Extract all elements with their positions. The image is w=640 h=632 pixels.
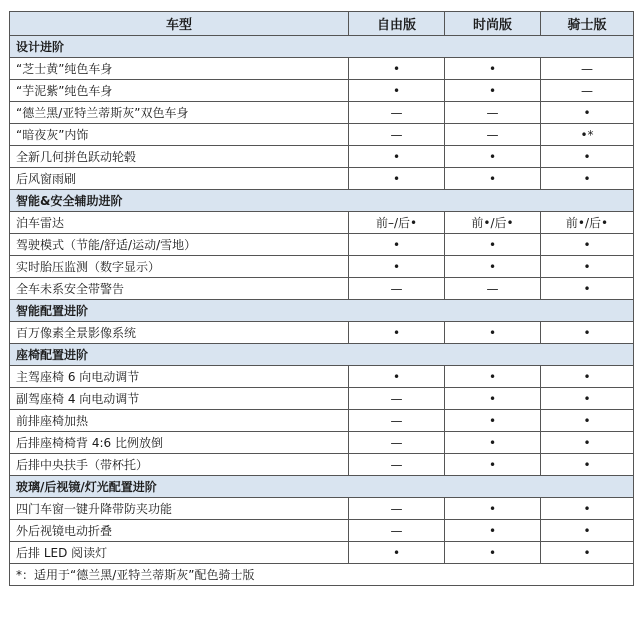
availability-cell: • bbox=[445, 234, 541, 256]
feature-label: 后排 LED 阅读灯 bbox=[10, 542, 349, 564]
section-title: 座椅配置进阶 bbox=[10, 344, 634, 366]
table-row bbox=[10, 212, 634, 234]
header-trim-freedom: 自由版 bbox=[349, 12, 445, 36]
availability-cell: • bbox=[541, 454, 634, 476]
table-row bbox=[10, 432, 634, 454]
table-row bbox=[10, 388, 634, 410]
availability-cell: • bbox=[445, 410, 541, 432]
table-row bbox=[10, 410, 634, 432]
availability-cell: • bbox=[445, 58, 541, 80]
feature-label: “德兰黑/亚特兰蒂斯灰”双色车身 bbox=[10, 102, 349, 124]
availability-cell: • bbox=[445, 256, 541, 278]
feature-label: 百万像素全景影像系统 bbox=[10, 322, 349, 344]
availability-cell: — bbox=[349, 520, 445, 542]
header-trim-fashion: 时尚版 bbox=[445, 12, 541, 36]
availability-cell: • bbox=[445, 432, 541, 454]
feature-label: 驾驶模式（节能/舒适/运动/雪地） bbox=[10, 234, 349, 256]
table-row bbox=[10, 322, 634, 344]
availability-cell: • bbox=[445, 146, 541, 168]
availability-cell: • bbox=[349, 168, 445, 190]
table-row bbox=[10, 102, 634, 124]
availability-cell: • bbox=[349, 256, 445, 278]
availability-cell: — bbox=[349, 454, 445, 476]
table-row bbox=[10, 168, 634, 190]
availability-cell: • bbox=[349, 234, 445, 256]
table-body bbox=[10, 36, 634, 586]
availability-cell: — bbox=[541, 58, 634, 80]
feature-label: “芝士黄”纯色车身 bbox=[10, 58, 349, 80]
availability-cell: • bbox=[541, 234, 634, 256]
availability-cell: — bbox=[445, 278, 541, 300]
availability-cell: • bbox=[349, 58, 445, 80]
availability-cell: • bbox=[541, 388, 634, 410]
availability-cell: — bbox=[445, 124, 541, 146]
table-row bbox=[10, 498, 634, 520]
table-row bbox=[10, 58, 634, 80]
availability-cell: • bbox=[349, 80, 445, 102]
availability-cell: — bbox=[445, 102, 541, 124]
availability-cell: • bbox=[541, 410, 634, 432]
availability-cell: 前•/后• bbox=[541, 212, 634, 234]
table-row bbox=[10, 366, 634, 388]
availability-cell: • bbox=[445, 388, 541, 410]
availability-cell: • bbox=[445, 542, 541, 564]
table-row bbox=[10, 278, 634, 300]
section-row bbox=[10, 36, 634, 58]
availability-cell: • bbox=[445, 322, 541, 344]
availability-cell: • bbox=[445, 80, 541, 102]
section-row bbox=[10, 300, 634, 322]
footnote-row bbox=[10, 564, 634, 586]
availability-cell: 前•/后• bbox=[445, 212, 541, 234]
availability-cell: • bbox=[541, 498, 634, 520]
table-row bbox=[10, 454, 634, 476]
table-row bbox=[10, 542, 634, 564]
header-model: 车型 bbox=[10, 12, 349, 36]
availability-cell: — bbox=[349, 432, 445, 454]
availability-cell: • bbox=[541, 146, 634, 168]
availability-cell: • bbox=[541, 366, 634, 388]
feature-label: “暗夜灰”内饰 bbox=[10, 124, 349, 146]
feature-label: 全新几何拼色跃动轮毂 bbox=[10, 146, 349, 168]
section-title: 设计进阶 bbox=[10, 36, 634, 58]
availability-cell: — bbox=[541, 80, 634, 102]
availability-cell: — bbox=[349, 124, 445, 146]
availability-cell: • bbox=[445, 366, 541, 388]
availability-cell: • bbox=[445, 520, 541, 542]
availability-cell: • bbox=[541, 432, 634, 454]
availability-cell: • bbox=[541, 542, 634, 564]
feature-label: 主驾座椅 6 向电动调节 bbox=[10, 366, 349, 388]
table-row bbox=[10, 124, 634, 146]
availability-cell: — bbox=[349, 278, 445, 300]
availability-cell: • bbox=[541, 256, 634, 278]
feature-label: 外后视镜电动折叠 bbox=[10, 520, 349, 542]
availability-cell: • bbox=[349, 146, 445, 168]
availability-cell: • bbox=[445, 498, 541, 520]
header-row bbox=[10, 12, 634, 36]
section-title: 玻璃/后视镜/灯光配置进阶 bbox=[10, 476, 634, 498]
feature-label: 泊车雷达 bbox=[10, 212, 349, 234]
table-row bbox=[10, 80, 634, 102]
feature-label: 后排中央扶手（带杯托） bbox=[10, 454, 349, 476]
availability-cell: • bbox=[541, 520, 634, 542]
section-title: 智能配置进阶 bbox=[10, 300, 634, 322]
spec-comparison-table bbox=[9, 11, 634, 586]
availability-cell: • bbox=[445, 168, 541, 190]
availability-cell: • bbox=[349, 366, 445, 388]
feature-label: 后风窗雨刷 bbox=[10, 168, 349, 190]
section-title: 智能&安全辅助进阶 bbox=[10, 190, 634, 212]
feature-label: 实时胎压监测（数字显示） bbox=[10, 256, 349, 278]
section-row bbox=[10, 344, 634, 366]
availability-cell: •* bbox=[541, 124, 634, 146]
header-trim-knight: 骑士版 bbox=[541, 12, 634, 36]
table-row bbox=[10, 146, 634, 168]
section-row bbox=[10, 476, 634, 498]
availability-cell: • bbox=[541, 322, 634, 344]
feature-label: 副驾座椅 4 向电动调节 bbox=[10, 388, 349, 410]
availability-cell: • bbox=[349, 542, 445, 564]
feature-label: 全车未系安全带警告 bbox=[10, 278, 349, 300]
availability-cell: — bbox=[349, 498, 445, 520]
availability-cell: • bbox=[541, 168, 634, 190]
availability-cell: • bbox=[445, 454, 541, 476]
availability-cell: • bbox=[541, 278, 634, 300]
availability-cell: — bbox=[349, 410, 445, 432]
feature-label: “芋泥紫”纯色车身 bbox=[10, 80, 349, 102]
footnote: *：适用于“德兰黑/亚特兰蒂斯灰”配色骑士版 bbox=[10, 564, 634, 586]
feature-label: 四门车窗一键升降带防夹功能 bbox=[10, 498, 349, 520]
availability-cell: • bbox=[349, 322, 445, 344]
section-row bbox=[10, 190, 634, 212]
availability-cell: — bbox=[349, 102, 445, 124]
feature-label: 前排座椅加热 bbox=[10, 410, 349, 432]
availability-cell: 前–/后• bbox=[349, 212, 445, 234]
availability-cell: • bbox=[541, 102, 634, 124]
availability-cell: — bbox=[349, 388, 445, 410]
table-row bbox=[10, 520, 634, 542]
table-row bbox=[10, 256, 634, 278]
table-row bbox=[10, 234, 634, 256]
feature-label: 后排座椅椅背 4:6 比例放倒 bbox=[10, 432, 349, 454]
